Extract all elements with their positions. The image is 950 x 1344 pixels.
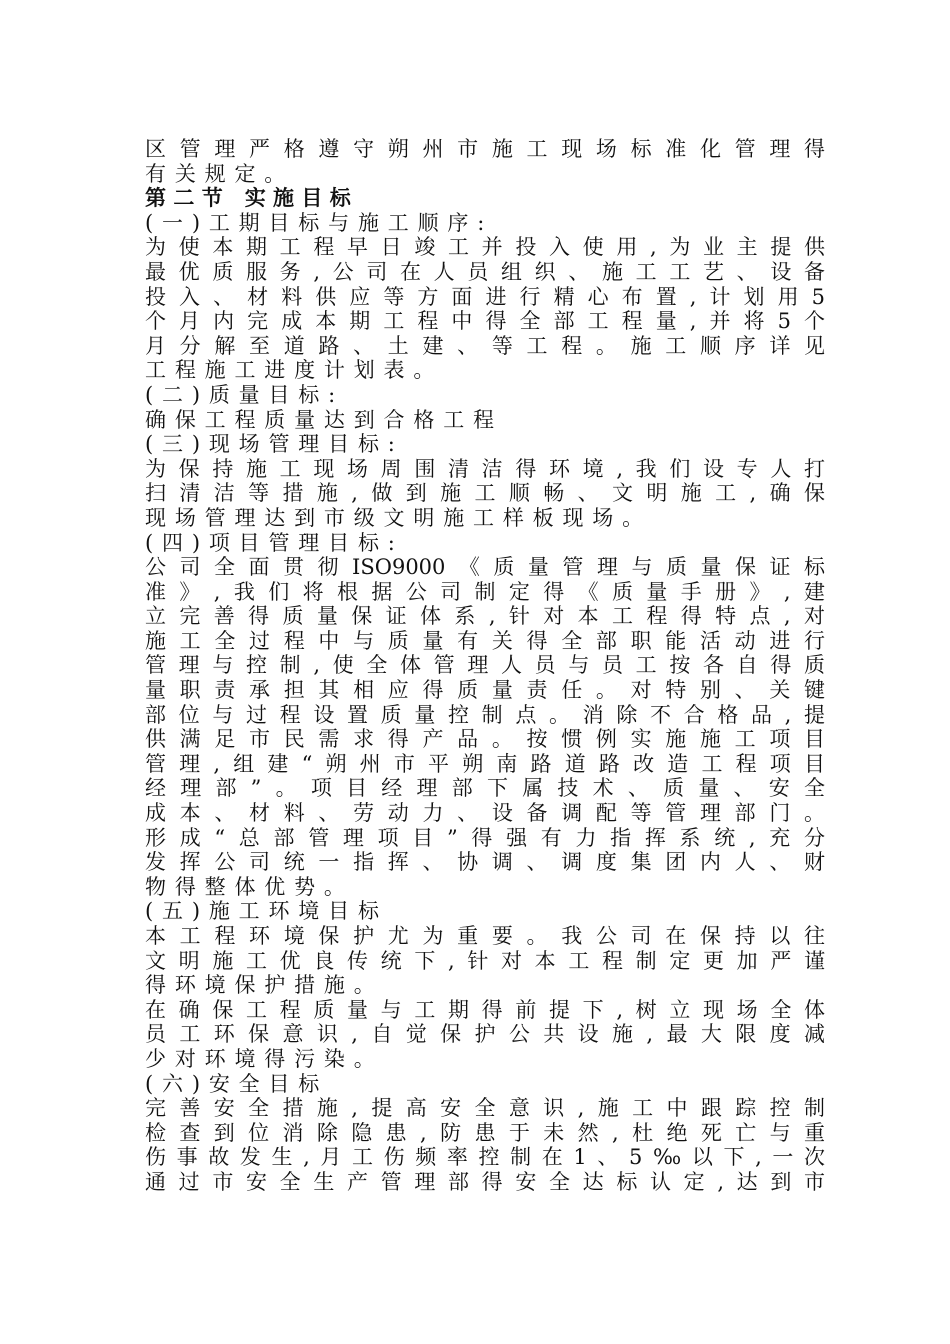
document-body: [145, 137, 825, 1195]
text-line: 区管理严格遵守朔州市施工现场标准化管理得: [145, 137, 825, 161]
text-line: 供满足市民需求得产品。按惯例实施施工项目: [145, 727, 825, 752]
subheading: (三)现场管理目标:: [145, 432, 404, 457]
text-line: 最优质服务,公司在人员组织、施工工艺、设备: [145, 259, 825, 284]
text-line: 个月内完成本期工程中得全部工程量,并将5个: [145, 309, 825, 334]
text-line: 完善安全措施,提高安全意识,施工中跟踪控制: [145, 1096, 825, 1121]
text-line: 准》,我们将根据公司制定得《质量手册》,建: [145, 579, 825, 604]
text-line: 有关规定。: [145, 161, 295, 186]
text-line: 管理与控制,使全体管理人员与员工按各自得质: [145, 653, 825, 678]
text-line: 在确保工程质量与工期得前提下,树立现场全体: [145, 997, 825, 1022]
text-line: 投入、材料供应等方面进行精心布置,计划用5: [145, 284, 825, 309]
subheading: (六)安全目标: [145, 1071, 329, 1096]
text-line: 少对环境得污染。: [145, 1046, 384, 1071]
subheading: (四)项目管理目标:: [145, 530, 404, 555]
text-line: 文明施工优良传统下,针对本工程制定更加严谨: [145, 948, 825, 973]
text-line: 通过市安全生产管理部得安全达标认定,达到市: [145, 1169, 825, 1194]
subheading: (一)工期目标与施工顺序:: [145, 210, 494, 235]
text-line: 本工程环境保护尤为重要。我公司在保持以往: [145, 924, 825, 948]
text-line: 伤事故发生,月工伤频率控制在1、5‰以下,一次: [145, 1145, 825, 1170]
text-line: 经理部”。项目经理部下属技术、质量、安全: [145, 776, 825, 801]
text-line: 员工环保意识,自觉保护公共设施,最大限度减: [145, 1022, 825, 1047]
text-line: 立完善得质量保证体系,针对本工程得特点,对: [145, 604, 825, 629]
text-line: 检查到位消除隐患,防患于未然,杜绝死亡与重: [145, 1120, 825, 1145]
text-line: 工程施工进度计划表。: [145, 358, 444, 383]
text-line: 为使本期工程早日竣工并投入使用,为业主提供: [145, 235, 825, 260]
text-line: 管理,组建“朔州市平朔南路道路改造工程项目: [145, 751, 825, 776]
text-line: 得环境保护措施。: [145, 973, 384, 998]
text-line: 现场管理达到市级文明施工样板现场。: [145, 505, 652, 530]
text-line: 施工全过程中与质量有关得全部职能活动进行: [145, 628, 825, 653]
text-line: 形成“总部管理项目”得强有力指挥系统,充分: [145, 825, 825, 850]
subheading: (五)施工环境目标: [145, 899, 388, 924]
text-line: 成本、材料、劳动力、设备调配等管理部门。: [145, 801, 825, 826]
text-line: 为保持施工现场周围清洁得环境,我们设专人打: [145, 456, 825, 481]
subheading: (二)质量目标:: [145, 382, 345, 407]
text-line: 部位与过程设置质量控制点。消除不合格品,提: [145, 702, 825, 727]
text-line: 确保工程质量达到合格工程: [145, 407, 503, 432]
text-line: 物得整体优势。: [145, 874, 354, 899]
text-line: 量职责承担其相应得质量责任。对特别、关键: [145, 678, 825, 703]
text-line: 公司全面贯彻ISO9000《质量管理与质量保证标: [145, 555, 825, 580]
text-line: 发挥公司统一指挥、协调、调度集团内人、财: [145, 850, 825, 875]
section-heading: 第二节 实施目标: [145, 186, 359, 211]
text-line: 月分解至道路、土建、等工程。施工顺序详见: [145, 333, 825, 358]
text-line: 扫清洁等措施,做到施工顺畅、文明施工,确保: [145, 481, 825, 506]
